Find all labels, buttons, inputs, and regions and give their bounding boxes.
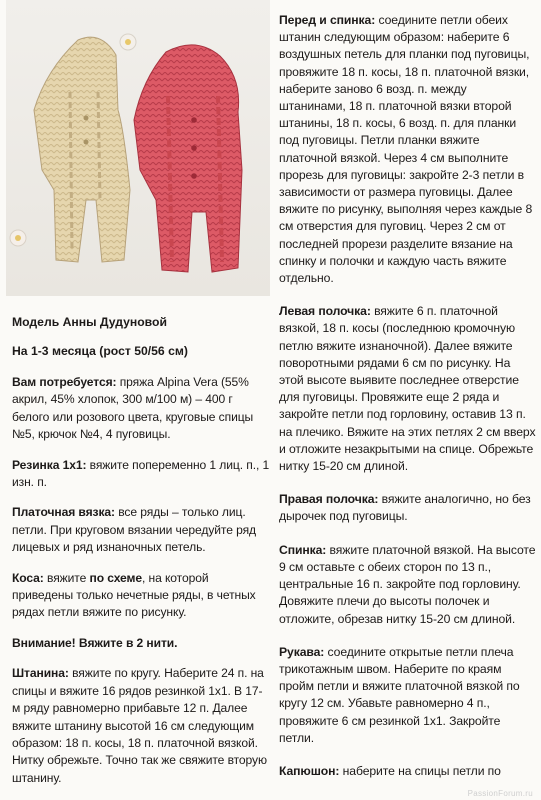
- sleeves-paragraph: Рукава: соедините открытые петли плеча трикотажным швом. Наберите по краям пройм петли и вяжите платочной вязкой по кругу 12 см. Убавьте равномерно 4 п., провяжите 6 см резинкой 1х1. Закройте петли.: [279, 644, 520, 745]
- warning-line: Внимание! Вяжите в 2 нити.: [12, 635, 178, 650]
- hood-paragraph: Капюшон: наберите на спицы петли по: [279, 763, 501, 778]
- cable-paragraph: Коса: вяжите по схеме, на которой приведены только нечетные ряды, в четных рядах петли вяжите по рисунку.: [12, 570, 256, 620]
- pink-jumpsuit: [134, 45, 242, 272]
- right-front-paragraph: Правая полочка: вяжите аналогично, но без дырочек под пуговицы.: [279, 492, 531, 524]
- knitted-jumpsuits-illustration: [6, 0, 270, 296]
- back-paragraph: Спинка: вяжите платочной вязкой. На высоте 9 см оставьте с обеих сторон по 13 п., центральные 16 п. закройте под горловину. Довяжите плечи до высоты полочек и отложите, обрезав нитку 15-20 см длиной.: [279, 542, 536, 626]
- front-back-paragraph: Перед и спинка: соедините петли обеих штанин следующим образом: наберите 6 воздушных петель для планки под пуговицы, провяжите 18 п. косы, 18 п. платочной вязки, наберите заново 6 возд. п. между штанинами, 18 п. платочной вязки второй штанины, 18 п. косы, 6 возд. п. для планки под пуговицы. Петли планки вяжите платочной вязкой. Через 4 см выполните прорезь для пуговицы: закройте 2-3 петли в зависимости от размера пуговицы. Далее вяжите по рисунку, выполняя через каждые 8 см отверстия для пуговиц. Через 2 см от последней прорези разделите вязание на спинку и полочки и каждую часть вяжите отдельно.: [279, 13, 533, 286]
- left-column: [12, 300, 270, 800]
- materials-paragraph: Вам потребуется: пряжа Alpina Vera (55% акрил, 45% хлопок, 300 м/100 м) – 400 г белого или розового цвета, круговые спицы №5, крючок №4, 4 пуговицы.: [12, 375, 254, 442]
- product-photo: [6, 0, 270, 296]
- right-column: [279, 0, 536, 796]
- watermark: PassionForum.ru: [467, 789, 533, 798]
- left-front-paragraph: Левая полочка: вяжите 6 п. платочной вязкой, 18 п. косы (последнюю кромочную петлю вяжите изнаночной). Далее вяжите поворотными рядами 6 см по рисунку. На этой высоте выявите последнее отверстие для пуговицы. Провяжите еще 2 ряда и закройте петли под горловину, оставив 13 п. на плечико. Вяжите на этих петлях 2 см вверх и отложите незакрытыми на спице. Обрежьте нитку 15-20 см длиной.: [279, 304, 536, 474]
- cream-jumpsuit: [34, 37, 130, 262]
- size-line: На 1-3 месяца (рост 50/56 см): [12, 344, 188, 358]
- garter-paragraph: Платочная вязка: все ряды – только лиц. петли. При круговом вязании чередуйте ряд лицевых и ряд изнаночных петель.: [12, 505, 257, 555]
- rib-paragraph: Резинка 1х1: вяжите попеременно 1 лиц. п., 1 изн. п.: [12, 457, 270, 490]
- model-credit: Модель Анны Дудуновой: [12, 315, 167, 329]
- legs-paragraph: Штанина: вяжите по кругу. Наберите 24 п. на спицы и вяжите 16 рядов резинкой 1х1. В 17-м ряду равномерно прибавьте 12 п. Далее вяжите штанину высотой 16 см следующим образом: 18 п. косы, 18 п. платочной вязкой. Нитку обрежьте. Точно так же свяжите вторую штанину.: [12, 666, 267, 785]
